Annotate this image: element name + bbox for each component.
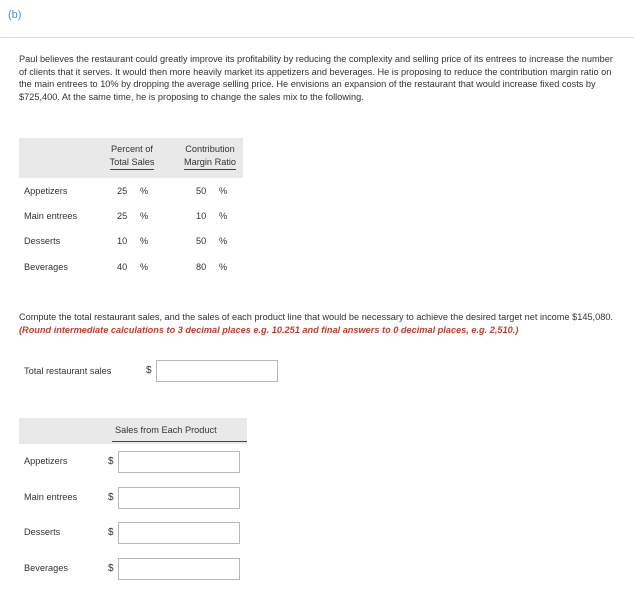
mix-cm-value: 50 xyxy=(196,236,207,246)
product-currency: $ xyxy=(108,492,114,503)
part-header xyxy=(0,0,634,38)
mix-cm-unit: % xyxy=(219,236,228,246)
product-currency: $ xyxy=(108,527,114,538)
mix-pct-value: 25 xyxy=(117,211,128,221)
mix-row-label: Main entrees xyxy=(24,211,78,221)
mix-cm-unit: % xyxy=(219,186,228,196)
product-row-label: Main entrees xyxy=(24,492,78,502)
col-header-cm-line2: Margin Ratio xyxy=(184,156,236,170)
mix-row-label: Desserts xyxy=(24,236,61,246)
product-currency: $ xyxy=(108,456,114,467)
total-sales-label: Total restaurant sales xyxy=(24,366,112,376)
mix-pct-value: 40 xyxy=(117,262,128,272)
col-header-percent-line2: Total Sales xyxy=(110,156,155,170)
beverages-sales-input[interactable] xyxy=(118,558,240,580)
mix-cm-value: 10 xyxy=(196,211,207,221)
rounding-note: (Round intermediate calculations to 3 decimal places e.g. 10.251 and final answers to 0 decimal places, e.g. 2,510.) xyxy=(19,324,519,335)
mix-row-label: Appetizers xyxy=(24,186,68,196)
mix-pct-unit: % xyxy=(140,186,149,196)
appetizers-sales-input[interactable] xyxy=(118,451,240,473)
mix-cm-value: 80 xyxy=(196,262,207,272)
product-row-label: Desserts xyxy=(24,527,61,537)
main-entrees-sales-input[interactable] xyxy=(118,487,240,509)
mix-pct-value: 25 xyxy=(117,186,128,196)
col-header-cm-ratio xyxy=(176,143,244,170)
mix-cm-value: 50 xyxy=(196,186,207,196)
part-label: (b) xyxy=(8,9,22,21)
col-header-percent-line1: Percent of xyxy=(111,144,153,154)
mix-cm-unit: % xyxy=(219,262,228,272)
product-row-label: Appetizers xyxy=(24,456,68,466)
mix-cm-unit: % xyxy=(219,211,228,221)
problem-paragraph: Paul believes the restaurant could greatly improve its profitability by reducing the complexity and selling price of its entrees to increase the number of clients that it serves. It would then more heavily market its appetizers and beverages. He is proposing to reduce the contribution margin ratio on the main entrees to 10% by dropping the average selling price. He envisions an expansion of the restaurant that would increase fixed costs by $725,400. At the same time, he is proposing to change the sales mix to the following. xyxy=(19,54,613,102)
header-underline xyxy=(112,441,247,442)
total-sales-currency: $ xyxy=(146,365,152,376)
instruction-text: Compute the total restaurant sales, and the sales of each product line that would be necessary to achieve the desired target net income $145,080. xyxy=(19,312,613,322)
product-row-label: Beverages xyxy=(24,563,68,573)
mix-pct-unit: % xyxy=(140,211,149,221)
mix-row-label: Beverages xyxy=(24,262,68,272)
col-header-percent xyxy=(103,143,161,170)
mix-pct-value: 10 xyxy=(117,236,128,246)
mix-pct-unit: % xyxy=(140,262,149,272)
product-currency: $ xyxy=(108,563,114,574)
instruction xyxy=(19,311,619,336)
total-sales-input[interactable] xyxy=(156,360,278,382)
product-sales-header: Sales from Each Product xyxy=(115,425,217,435)
desserts-sales-input[interactable] xyxy=(118,522,240,544)
col-header-cm-line1: Contribution xyxy=(185,144,235,154)
mix-pct-unit: % xyxy=(140,236,149,246)
